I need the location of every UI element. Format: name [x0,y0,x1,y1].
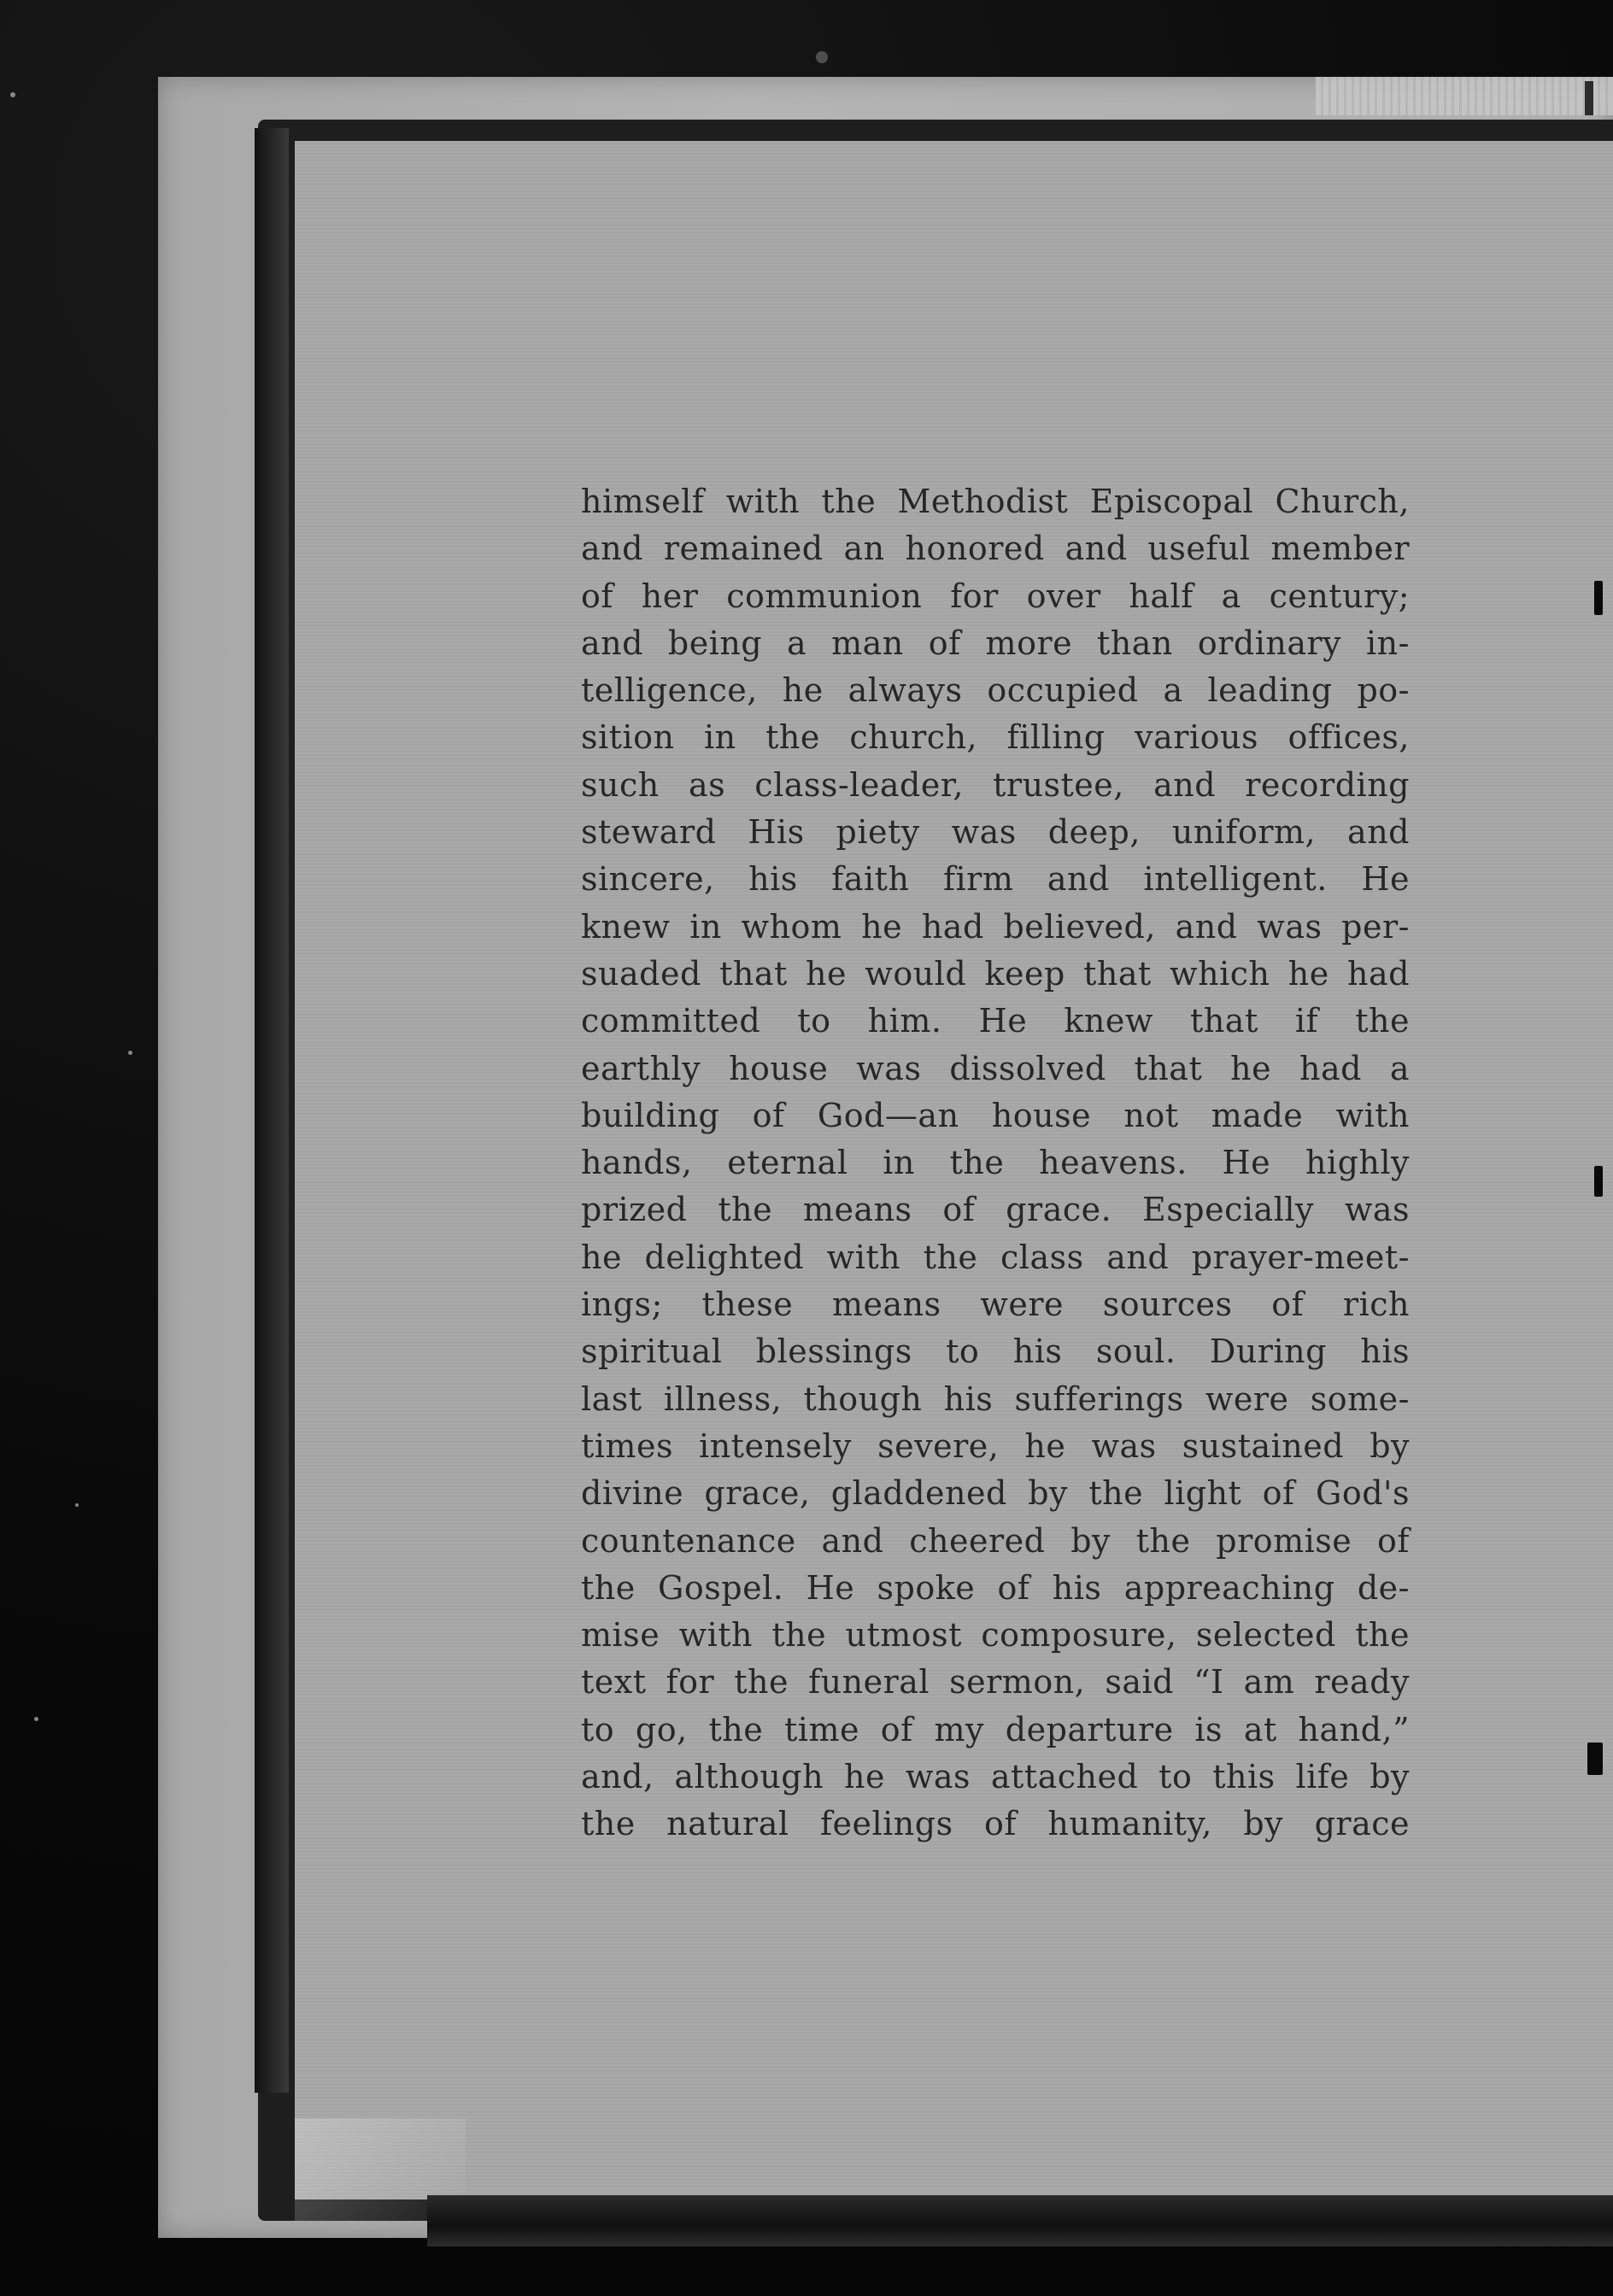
text-line: sition in the church, filling various offices, [581,718,1410,757]
edge-mark [1594,1166,1603,1197]
text-line: divine grace, gladdened by the light of God's [581,1474,1410,1513]
text-line: committed to him. He knew that if the [581,1002,1410,1040]
text-line: ings; these means were sources of rich [581,1286,1410,1324]
text-line: he delighted with the class and prayer-meet- [581,1238,1410,1276]
text-line: spiritual blessings to his soul. During his [581,1332,1410,1371]
text-line: mise with the utmost composure, selected the [581,1616,1410,1655]
text-line: text for the funeral sermon, said “I am ready [581,1663,1410,1702]
text-line: sincere, his faith firm and intelligent. He [581,860,1410,899]
edge-mark [1594,581,1603,615]
body-text [581,478,1410,1848]
page-border-left [255,128,289,2093]
text-line: knew in whom he had believed, and was per- [581,907,1410,946]
text-line: earthly house was dissolved that he had a [581,1049,1410,1087]
text-line: and, although he was attached to this life by [581,1758,1410,1796]
dust-speck [10,92,15,97]
text-line: telligence, he always occupied a leading po- [581,671,1410,710]
edge-mark [1587,1742,1603,1775]
text-line: such as class-leader, trustee, and recording [581,765,1410,804]
text-line: the natural feelings of humanity, by grace [581,1805,1410,1843]
text-line: countenance and cheered by the promise of [581,1521,1410,1560]
text-line: building of God—an house not made with [581,1096,1410,1134]
dust-speck [128,1051,132,1055]
page-border-bottom [427,2195,1613,2246]
text-line: prized the means of grace. Especially was [581,1191,1410,1229]
text-line: and remained an honored and useful member [581,530,1410,568]
text-line: times intensely severe, he was sustained by [581,1426,1410,1465]
dust-speck [75,1503,79,1507]
text-line: last illness, though his sufferings were some- [581,1379,1410,1418]
dust-speck [816,51,828,63]
text-line: steward His piety was deep, uniform, and [581,813,1410,852]
text-line: to go, the time of my departure is at hand,” [581,1710,1410,1748]
text-line: hands, eternal in the heavens. He highly [581,1144,1410,1182]
text-line: the Gospel. He spoke of his appreaching de- [581,1568,1410,1607]
mount-tape [1316,77,1613,115]
dust-speck [34,1717,38,1721]
text-line: and being a man of more than ordinary in- [581,624,1410,662]
corner-mark [1585,81,1593,115]
text-line: suaded that he would keep that which he had [581,954,1410,993]
text-line: himself with the Methodist Episcopal Church, [581,483,1410,520]
text-line: of her communion for over half a century; [581,577,1410,615]
